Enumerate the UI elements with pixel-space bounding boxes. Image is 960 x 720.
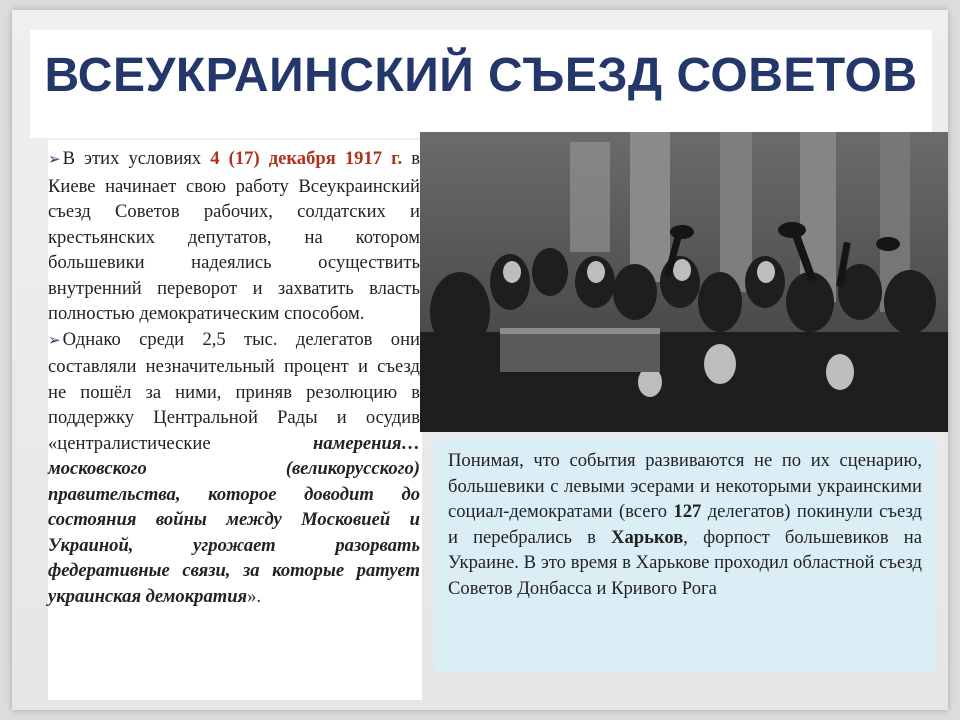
date-highlight: 4 (17) декабря 1917 г. [210,148,403,169]
city-highlight: Харьков [611,526,684,548]
congress-photo [420,132,948,432]
title-band [30,30,932,138]
arrow-bullet-icon: ➢ [48,152,61,168]
info-box [434,438,936,672]
info-box-part2: делегатов) покинули съезд и перебрались в [448,501,922,548]
main-text [48,146,420,609]
paragraph-2-end: ». [247,585,262,607]
arrow-bullet-icon: ➢ [48,332,61,349]
info-box-part3: , форпост большевиков на Украине. В это время в Харькове проходил областной съезд Советов Донбасса и Кривого Рога [448,526,922,599]
info-box-part1: Понимая, что события развиваются не по их сценарию, большевики с левыми эсерами и некоторыми украинскими социал-демократами (всего [448,450,922,522]
paragraph-2 [48,327,420,610]
main-text-column [48,140,422,700]
quote-italic: намерения… московского (великорусского) правительства, которое доводит до состояния войны между Московией и Украиной, угрожает разорвать федеративные связи, за которые ратует украинская демократия [48,432,420,607]
congress-photo-image [420,132,948,432]
paragraph-2-intro: Однако среди 2,5 тыс. делегатов они составляли незначительный процент и съезд не пошёл за ними, приняв резолюцию в поддержку Центральной Рады и осудив «централистические [48,328,420,454]
slide-title: ВСЕУКРАИНСКИЙ СЪЕЗД СОВЕТОВ [44,49,918,102]
paragraph-1-rest: в Киеве начинает свою работу Всеукраинский съезд Советов рабочих, солдатских и крестьянских депутатов, на котором большевики надеялись осуществить внутренний переворот и захватить власть полностью демократическим способом. [48,148,420,324]
delegates-number: 127 [673,501,702,522]
paragraph-1-intro: В этих условиях [62,148,211,169]
slide [12,10,948,710]
paragraph-1 [48,146,420,327]
